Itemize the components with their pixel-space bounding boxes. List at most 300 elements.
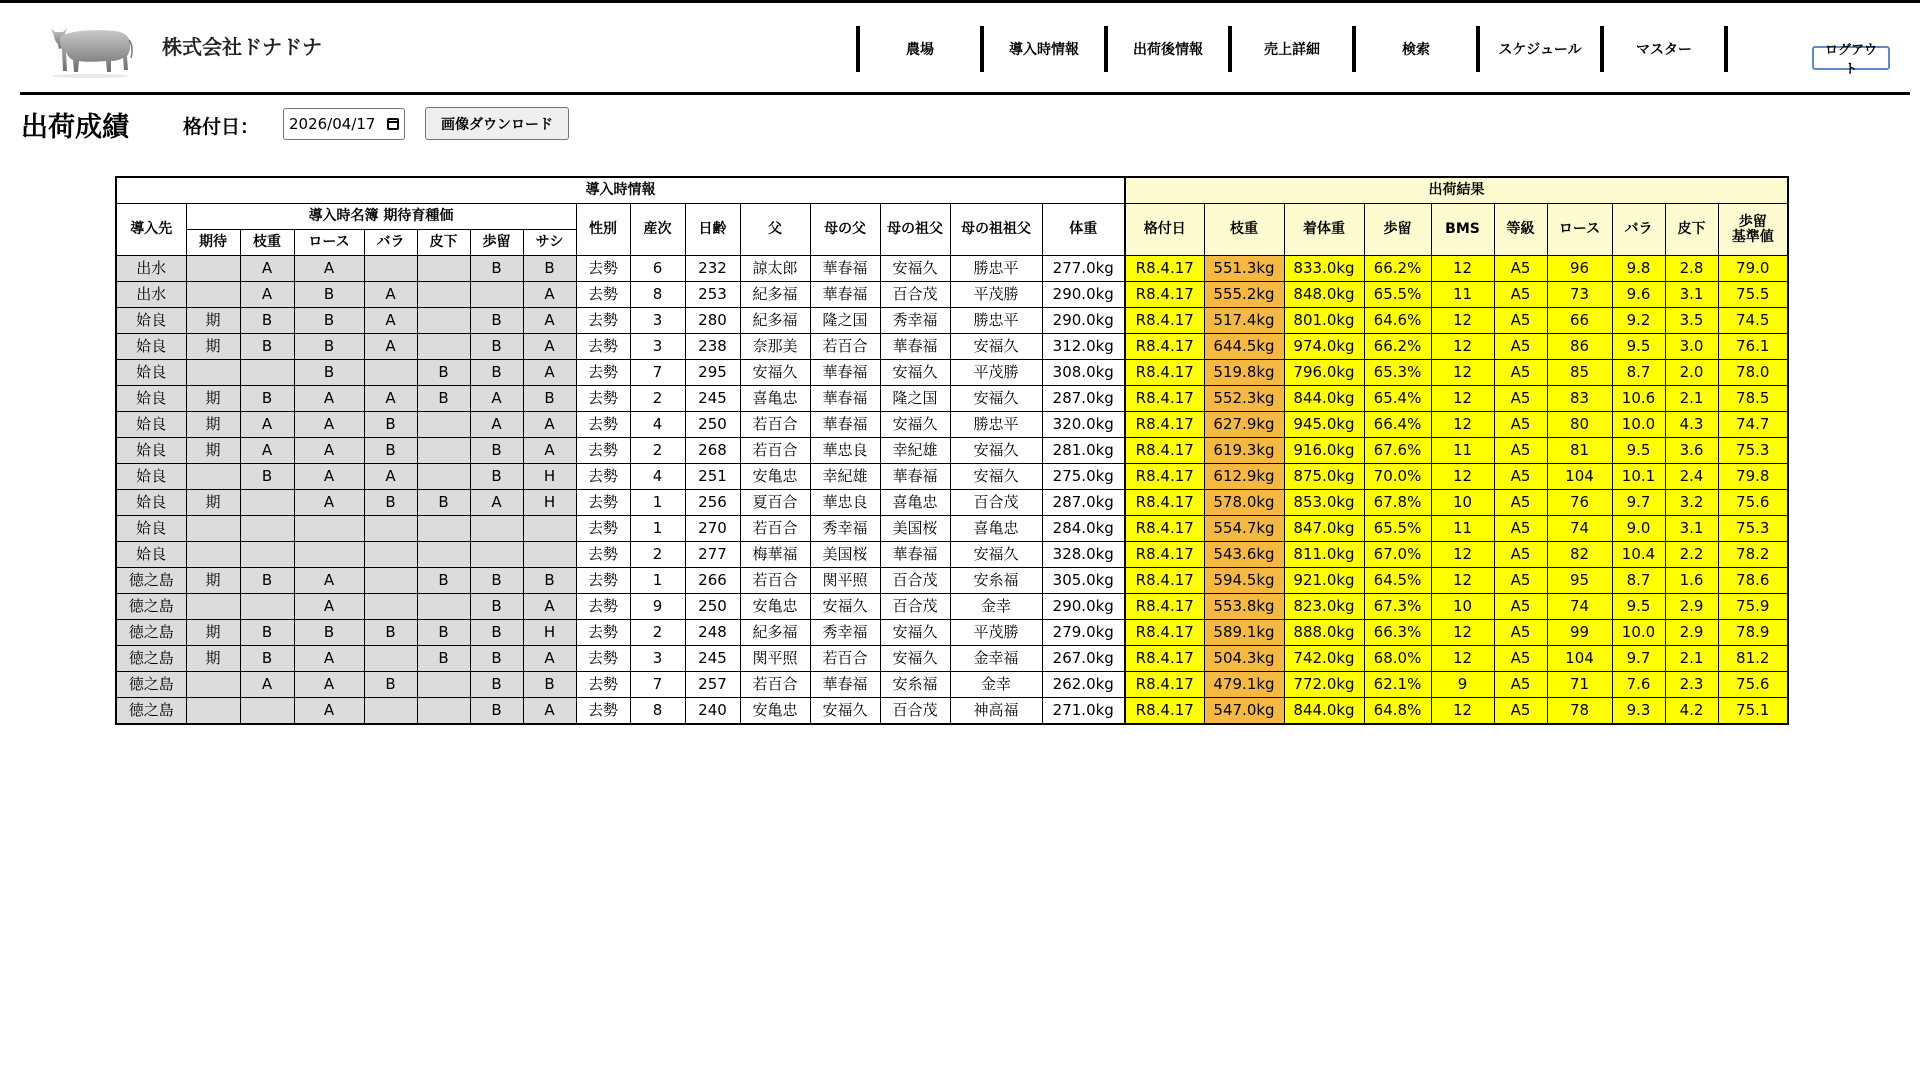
cell-ebv-rib: A xyxy=(364,282,417,308)
cell-dam-sire: 安福久 xyxy=(810,594,880,620)
cell-bms: 12 xyxy=(1431,386,1494,412)
cell-ebv-fat xyxy=(417,438,470,464)
cell-yield-standard: 75.5 xyxy=(1718,282,1788,308)
col-header-bms: BMS xyxy=(1431,204,1494,256)
cell-sex: 去勢 xyxy=(576,282,630,308)
cell-age-days: 268 xyxy=(685,438,740,464)
calendar-icon[interactable] xyxy=(387,118,399,130)
table-row xyxy=(116,308,1788,334)
cell-arrival-weight: 742.0kg xyxy=(1284,646,1364,672)
cell-dam-grandsire: 美国桜 xyxy=(880,516,950,542)
cell-arrival-weight: 853.0kg xyxy=(1284,490,1364,516)
cell-dam-great-grandsire: 平茂勝 xyxy=(950,282,1042,308)
page-title: 出荷成績 xyxy=(21,112,129,143)
cell-weight: 262.0kg xyxy=(1042,672,1125,698)
cell-sex: 去勢 xyxy=(576,308,630,334)
cell-ebv-yield: B xyxy=(470,360,523,386)
cell-rib-thickness: 9.6 xyxy=(1612,282,1665,308)
cell-ebv-marbling: B xyxy=(523,568,576,594)
col-header-subcutaneous-fat: 皮下 xyxy=(1665,204,1718,256)
cell-ebv-ribeye: A xyxy=(294,256,364,282)
cell-sire: 安亀忠 xyxy=(740,698,810,725)
cell-dam-grandsire: 安福久 xyxy=(880,620,950,646)
cell-rib-thickness: 10.1 xyxy=(1612,464,1665,490)
cell-rib-thickness: 10.4 xyxy=(1612,542,1665,568)
cell-ebv-yield: B xyxy=(470,438,523,464)
cell-sire: 夏百合 xyxy=(740,490,810,516)
header-divider xyxy=(20,92,1910,95)
cell-sire: 諒太郎 xyxy=(740,256,810,282)
cell-ebv-marbling: H xyxy=(523,490,576,516)
cell-ebv-carcass: B xyxy=(240,646,294,672)
cell-weight: 287.0kg xyxy=(1042,490,1125,516)
cell-ebv-ribeye: A xyxy=(294,672,364,698)
cell-grading-date: R8.4.17 xyxy=(1125,256,1204,282)
cell-sire: 梅華福 xyxy=(740,542,810,568)
cell-carcass-weight: 551.3kg xyxy=(1204,256,1284,282)
cell-ribeye: 74 xyxy=(1547,516,1612,542)
cell-dam-sire: 若百合 xyxy=(810,646,880,672)
cell-grading-date: R8.4.17 xyxy=(1125,672,1204,698)
cell-subcutaneous-fat: 2.4 xyxy=(1665,464,1718,490)
cell-subcutaneous-fat: 3.2 xyxy=(1665,490,1718,516)
cell-grading-date: R8.4.17 xyxy=(1125,646,1204,672)
table-row xyxy=(116,256,1788,282)
cell-ebv-rib: A xyxy=(364,386,417,412)
logout-button[interactable]: ログアウト xyxy=(1812,46,1890,70)
cell-age-days: 250 xyxy=(685,412,740,438)
cell-dam-grandsire: 喜亀忠 xyxy=(880,490,950,516)
cell-ebv-carcass: A xyxy=(240,672,294,698)
cell-age-days: 257 xyxy=(685,672,740,698)
cell-bms: 12 xyxy=(1431,360,1494,386)
cell-ebv-marbling: B xyxy=(523,256,576,282)
cell-carcass-weight: 555.2kg xyxy=(1204,282,1284,308)
cell-dam-sire: 幸紀雄 xyxy=(810,464,880,490)
cell-ebv-carcass: A xyxy=(240,256,294,282)
table-row xyxy=(116,542,1788,568)
cell-yield: 62.1% xyxy=(1364,672,1431,698)
cell-dam-sire: 隆之国 xyxy=(810,308,880,334)
cell-sire: 若百合 xyxy=(740,568,810,594)
cell-ebv-marbling: B xyxy=(523,672,576,698)
cell-carcass-weight: 553.8kg xyxy=(1204,594,1284,620)
cell-age-days: 253 xyxy=(685,282,740,308)
cell-ribeye: 74 xyxy=(1547,594,1612,620)
cell-rib-thickness: 9.0 xyxy=(1612,516,1665,542)
nav-item-search[interactable]: 検索 xyxy=(1402,42,1430,58)
cell-sex: 去勢 xyxy=(576,360,630,386)
cell-grading-date: R8.4.17 xyxy=(1125,386,1204,412)
cell-sex: 去勢 xyxy=(576,386,630,412)
cell-grading-date: R8.4.17 xyxy=(1125,438,1204,464)
cell-ebv-carcass: B xyxy=(240,568,294,594)
cell-sire: 若百合 xyxy=(740,412,810,438)
cell-weight: 328.0kg xyxy=(1042,542,1125,568)
cell-ebv-rib: B xyxy=(364,490,417,516)
cell-ebv-yield xyxy=(470,282,523,308)
cell-dam-grandsire: 華春福 xyxy=(880,334,950,360)
cell-dam-sire: 秀幸福 xyxy=(810,620,880,646)
cell-subcutaneous-fat: 2.9 xyxy=(1665,594,1718,620)
cell-dam-great-grandsire: 安福久 xyxy=(950,438,1042,464)
cell-expected: 期 xyxy=(186,568,240,594)
cell-age-days: 232 xyxy=(685,256,740,282)
table-row xyxy=(116,646,1788,672)
cell-yield-standard: 75.9 xyxy=(1718,594,1788,620)
cell-grade: A5 xyxy=(1494,698,1547,725)
cell-parity: 9 xyxy=(630,594,685,620)
cell-ebv-yield: A xyxy=(470,412,523,438)
cell-dam-sire: 華忠良 xyxy=(810,438,880,464)
cell-arrival-weight: 974.0kg xyxy=(1284,334,1364,360)
cell-yield-standard: 75.3 xyxy=(1718,516,1788,542)
cell-weight: 277.0kg xyxy=(1042,256,1125,282)
cell-yield: 67.3% xyxy=(1364,594,1431,620)
cell-ebv-marbling: A xyxy=(523,334,576,360)
cell-ebv-carcass: B xyxy=(240,620,294,646)
cell-weight: 275.0kg xyxy=(1042,464,1125,490)
top-rule xyxy=(0,0,1920,3)
cell-expected: 期 xyxy=(186,620,240,646)
cell-dam-grandsire: 百合茂 xyxy=(880,282,950,308)
cell-ribeye: 86 xyxy=(1547,334,1612,360)
cell-yield-standard: 79.0 xyxy=(1718,256,1788,282)
cell-ribeye: 95 xyxy=(1547,568,1612,594)
col-header-parity: 産次 xyxy=(630,204,685,256)
cell-sire: 安亀忠 xyxy=(740,464,810,490)
cell-arrival-weight: 945.0kg xyxy=(1284,412,1364,438)
cell-ebv-ribeye: A xyxy=(294,464,364,490)
cell-bms: 12 xyxy=(1431,308,1494,334)
nav-item-sales-detail[interactable]: 売上詳細 xyxy=(1264,42,1320,58)
cell-grade: A5 xyxy=(1494,490,1547,516)
col-header-yield: 歩留 xyxy=(1364,204,1431,256)
cell-sex: 去勢 xyxy=(576,646,630,672)
cell-grade: A5 xyxy=(1494,438,1547,464)
cell-expected: 期 xyxy=(186,438,240,464)
cell-parity: 1 xyxy=(630,490,685,516)
shipment-results-table xyxy=(115,176,1789,725)
cell-age-days: 277 xyxy=(685,542,740,568)
cell-sire: 紀多福 xyxy=(740,308,810,334)
cell-grade: A5 xyxy=(1494,672,1547,698)
cell-dam-grandsire: 安福久 xyxy=(880,646,950,672)
cell-grade: A5 xyxy=(1494,334,1547,360)
cell-expected xyxy=(186,698,240,725)
cell-ebv-ribeye: A xyxy=(294,412,364,438)
table-row xyxy=(116,438,1788,464)
cell-age-days: 245 xyxy=(685,646,740,672)
cell-grading-date: R8.4.17 xyxy=(1125,620,1204,646)
cell-dam-sire: 華春福 xyxy=(810,256,880,282)
table-row xyxy=(116,282,1788,308)
cell-subcutaneous-fat: 2.0 xyxy=(1665,360,1718,386)
cell-expected xyxy=(186,360,240,386)
cell-bms: 10 xyxy=(1431,490,1494,516)
expected-breeding-value-header: 導入時名簿 期待育種価 xyxy=(186,204,576,230)
cell-ebv-rib: B xyxy=(364,438,417,464)
cell-expected: 期 xyxy=(186,386,240,412)
cell-ribeye: 85 xyxy=(1547,360,1612,386)
table-row xyxy=(116,620,1788,646)
cell-ebv-ribeye: A xyxy=(294,386,364,412)
col-header-rib-thickness: バラ xyxy=(1612,204,1665,256)
cell-ebv-ribeye: A xyxy=(294,594,364,620)
cell-weight: 290.0kg xyxy=(1042,594,1125,620)
col-header-ebv-ribeye: ロース xyxy=(294,230,364,256)
cell-carcass-weight: 552.3kg xyxy=(1204,386,1284,412)
cell-bms: 11 xyxy=(1431,438,1494,464)
cell-weight: 308.0kg xyxy=(1042,360,1125,386)
cell-bms: 11 xyxy=(1431,282,1494,308)
cell-dam-great-grandsire: 金幸 xyxy=(950,594,1042,620)
cell-ebv-yield: B xyxy=(470,698,523,725)
cell-yield: 64.5% xyxy=(1364,568,1431,594)
cell-bms: 12 xyxy=(1431,620,1494,646)
cell-rib-thickness: 10.6 xyxy=(1612,386,1665,412)
cell-dam-great-grandsire: 安福久 xyxy=(950,334,1042,360)
table-row xyxy=(116,490,1788,516)
cell-ribeye: 96 xyxy=(1547,256,1612,282)
cell-dam-grandsire: 隆之国 xyxy=(880,386,950,412)
cell-parity: 1 xyxy=(630,516,685,542)
cell-dam-sire: 華春福 xyxy=(810,386,880,412)
col-header-expected: 期待 xyxy=(186,230,240,256)
cell-sex: 去勢 xyxy=(576,412,630,438)
cell-sire: 関平照 xyxy=(740,646,810,672)
col-header-ribeye: ロース xyxy=(1547,204,1612,256)
cell-rib-thickness: 9.7 xyxy=(1612,490,1665,516)
cell-ebv-ribeye: B xyxy=(294,620,364,646)
cell-ebv-ribeye xyxy=(294,542,364,568)
cell-expected xyxy=(186,282,240,308)
cell-ebv-yield: B xyxy=(470,256,523,282)
cell-dam-sire: 美国桜 xyxy=(810,542,880,568)
cell-expected xyxy=(186,464,240,490)
cell-grade: A5 xyxy=(1494,542,1547,568)
cell-ribeye: 82 xyxy=(1547,542,1612,568)
cell-yield-standard: 75.3 xyxy=(1718,438,1788,464)
cell-ebv-fat: B xyxy=(417,490,470,516)
cell-carcass-weight: 543.6kg xyxy=(1204,542,1284,568)
nav-item-schedule[interactable]: スケジュール xyxy=(1498,42,1582,58)
company-name: 株式会社ドナドナ xyxy=(162,35,322,59)
cell-ebv-yield: B xyxy=(470,308,523,334)
cell-parity: 2 xyxy=(630,386,685,412)
cell-source: 徳之島 xyxy=(116,568,186,594)
col-header-sire: 父 xyxy=(740,204,810,256)
cell-yield: 67.8% xyxy=(1364,490,1431,516)
cell-ebv-ribeye xyxy=(294,516,364,542)
cell-age-days: 250 xyxy=(685,594,740,620)
cell-yield-standard: 78.0 xyxy=(1718,360,1788,386)
cell-source: 姶良 xyxy=(116,438,186,464)
cell-ebv-fat xyxy=(417,334,470,360)
cell-rib-thickness: 8.7 xyxy=(1612,360,1665,386)
cell-yield-standard: 74.5 xyxy=(1718,308,1788,334)
cell-expected: 期 xyxy=(186,490,240,516)
cell-arrival-weight: 811.0kg xyxy=(1284,542,1364,568)
cell-ebv-ribeye: B xyxy=(294,282,364,308)
cell-yield: 66.3% xyxy=(1364,620,1431,646)
cell-yield: 67.0% xyxy=(1364,542,1431,568)
cell-ebv-ribeye: A xyxy=(294,646,364,672)
cell-subcutaneous-fat: 3.1 xyxy=(1665,516,1718,542)
cell-ebv-yield: B xyxy=(470,620,523,646)
cell-dam-grandsire: 百合茂 xyxy=(880,594,950,620)
cell-ebv-fat xyxy=(417,256,470,282)
cell-age-days: 256 xyxy=(685,490,740,516)
cell-grade: A5 xyxy=(1494,568,1547,594)
cell-expected: 期 xyxy=(186,308,240,334)
col-header-yield-standard: 歩留 基準値 xyxy=(1718,204,1788,256)
table-row xyxy=(116,516,1788,542)
cell-ribeye: 76 xyxy=(1547,490,1612,516)
cell-yield: 65.4% xyxy=(1364,386,1431,412)
cell-dam-sire: 秀幸福 xyxy=(810,516,880,542)
cell-sire: 若百合 xyxy=(740,438,810,464)
col-header-dam-great-grandsire: 母の祖祖父 xyxy=(950,204,1042,256)
table-row xyxy=(116,698,1788,725)
cell-rib-thickness: 9.5 xyxy=(1612,594,1665,620)
cell-yield-standard: 74.7 xyxy=(1718,412,1788,438)
cell-carcass-weight: 504.3kg xyxy=(1204,646,1284,672)
cell-sire: 紀多福 xyxy=(740,282,810,308)
cell-weight: 279.0kg xyxy=(1042,620,1125,646)
cell-weight: 284.0kg xyxy=(1042,516,1125,542)
cell-dam-great-grandsire: 金幸福 xyxy=(950,646,1042,672)
cell-ebv-marbling xyxy=(523,542,576,568)
cell-parity: 8 xyxy=(630,282,685,308)
cell-grading-date: R8.4.17 xyxy=(1125,490,1204,516)
cell-ebv-ribeye: B xyxy=(294,308,364,334)
cell-ribeye: 81 xyxy=(1547,438,1612,464)
cell-parity: 3 xyxy=(630,646,685,672)
cell-sire: 安福久 xyxy=(740,360,810,386)
cell-arrival-weight: 801.0kg xyxy=(1284,308,1364,334)
cell-weight: 287.0kg xyxy=(1042,386,1125,412)
cell-grade: A5 xyxy=(1494,646,1547,672)
cell-dam-great-grandsire: 平茂勝 xyxy=(950,360,1042,386)
cell-bms: 12 xyxy=(1431,464,1494,490)
cell-ebv-marbling: A xyxy=(523,282,576,308)
table-row xyxy=(116,594,1788,620)
cell-yield-standard: 78.9 xyxy=(1718,620,1788,646)
nav-item-intro-info[interactable]: 導入時情報 xyxy=(1009,42,1079,58)
cell-dam-grandsire: 秀幸福 xyxy=(880,308,950,334)
cell-yield: 64.8% xyxy=(1364,698,1431,725)
cell-rib-thickness: 9.8 xyxy=(1612,256,1665,282)
cell-ebv-marbling: A xyxy=(523,594,576,620)
nav-item-master[interactable]: マスター xyxy=(1636,42,1692,58)
cell-source: 姶良 xyxy=(116,334,186,360)
cell-rib-thickness: 9.2 xyxy=(1612,308,1665,334)
cell-ebv-carcass: B xyxy=(240,386,294,412)
cell-bms: 12 xyxy=(1431,412,1494,438)
grading-date-input[interactable] xyxy=(283,108,405,140)
cell-dam-great-grandsire: 安糸福 xyxy=(950,568,1042,594)
cell-ebv-ribeye: A xyxy=(294,698,364,725)
cell-arrival-weight: 875.0kg xyxy=(1284,464,1364,490)
cell-dam-great-grandsire: 百合茂 xyxy=(950,490,1042,516)
cell-ebv-marbling: A xyxy=(523,438,576,464)
cell-ebv-fat: B xyxy=(417,386,470,412)
cell-dam-great-grandsire: 安福久 xyxy=(950,386,1042,412)
main-nav xyxy=(856,26,1728,72)
nav-item-farm[interactable]: 農場 xyxy=(906,42,934,58)
cell-carcass-weight: 644.5kg xyxy=(1204,334,1284,360)
cell-rib-thickness: 10.0 xyxy=(1612,620,1665,646)
cell-ebv-yield: A xyxy=(470,490,523,516)
cell-age-days: 270 xyxy=(685,516,740,542)
cell-yield-standard: 79.8 xyxy=(1718,464,1788,490)
cell-parity: 2 xyxy=(630,438,685,464)
cell-carcass-weight: 517.4kg xyxy=(1204,308,1284,334)
cell-yield-standard: 78.5 xyxy=(1718,386,1788,412)
cell-ribeye: 71 xyxy=(1547,672,1612,698)
cell-carcass-weight: 554.7kg xyxy=(1204,516,1284,542)
cell-ebv-carcass: A xyxy=(240,438,294,464)
cell-sex: 去勢 xyxy=(576,672,630,698)
nav-item-post-shipment-info[interactable]: 出荷後情報 xyxy=(1133,42,1203,58)
cell-age-days: 238 xyxy=(685,334,740,360)
cell-ebv-rib: B xyxy=(364,620,417,646)
cell-yield: 65.3% xyxy=(1364,360,1431,386)
cell-ribeye: 78 xyxy=(1547,698,1612,725)
cell-arrival-weight: 888.0kg xyxy=(1284,620,1364,646)
cell-ribeye: 104 xyxy=(1547,646,1612,672)
col-header-grading-date: 格付日 xyxy=(1125,204,1204,256)
cell-ebv-rib: B xyxy=(364,412,417,438)
cell-ebv-rib: B xyxy=(364,672,417,698)
cell-rib-thickness: 8.7 xyxy=(1612,568,1665,594)
cell-dam-great-grandsire: 神高福 xyxy=(950,698,1042,725)
cell-source: 出水 xyxy=(116,256,186,282)
cell-arrival-weight: 844.0kg xyxy=(1284,386,1364,412)
col-header-source: 導入先 xyxy=(116,204,186,256)
cell-ebv-yield xyxy=(470,516,523,542)
cell-dam-great-grandsire: 金幸 xyxy=(950,672,1042,698)
cell-ebv-yield: B xyxy=(470,594,523,620)
cell-expected xyxy=(186,594,240,620)
cell-ebv-rib xyxy=(364,698,417,725)
cell-ebv-carcass xyxy=(240,516,294,542)
cell-ebv-rib xyxy=(364,646,417,672)
cell-ebv-carcass: A xyxy=(240,412,294,438)
cell-dam-sire: 華忠良 xyxy=(810,490,880,516)
grading-date-value: 2026/04/17 xyxy=(289,115,376,133)
cell-ebv-carcass: B xyxy=(240,334,294,360)
cell-dam-grandsire: 華春福 xyxy=(880,542,950,568)
cell-grading-date: R8.4.17 xyxy=(1125,594,1204,620)
results-table-body xyxy=(116,256,1788,725)
cell-grade: A5 xyxy=(1494,620,1547,646)
cell-parity: 3 xyxy=(630,308,685,334)
cell-ebv-yield: B xyxy=(470,568,523,594)
cell-yield: 64.6% xyxy=(1364,308,1431,334)
download-image-button[interactable]: 画像ダウンロード xyxy=(425,107,569,140)
cell-ebv-carcass: A xyxy=(240,282,294,308)
cell-dam-sire: 華春福 xyxy=(810,672,880,698)
cell-ribeye: 99 xyxy=(1547,620,1612,646)
cell-grade: A5 xyxy=(1494,516,1547,542)
cell-ebv-carcass xyxy=(240,698,294,725)
cell-dam-great-grandsire: 安福久 xyxy=(950,542,1042,568)
cell-dam-grandsire: 安糸福 xyxy=(880,672,950,698)
cell-dam-great-grandsire: 勝忠平 xyxy=(950,412,1042,438)
cell-ebv-fat xyxy=(417,308,470,334)
